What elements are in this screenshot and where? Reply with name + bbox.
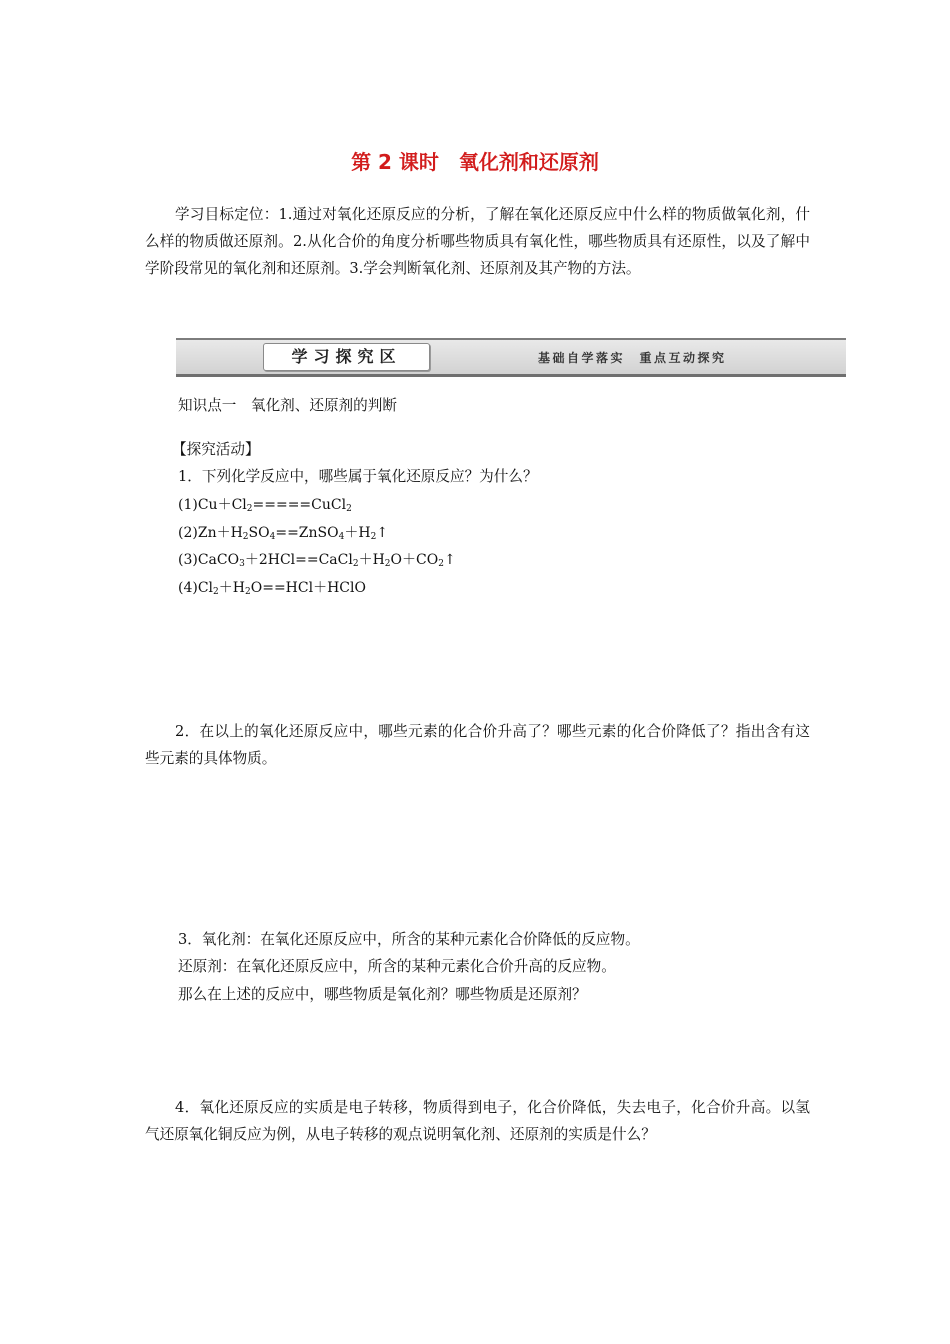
reaction-1: $(1)Cu+Cl_2=====CuCl_2$ bbox=[178, 497, 352, 514]
banner-subtitle: 基础自学落实 重点互动探究 bbox=[538, 351, 727, 365]
question-3-oxidant: 3．氧化剂：在氧化还原反应中，所含的某种元素化合价降低的反应物。 bbox=[178, 931, 640, 948]
question-3-ask: 那么在上述的反应中，哪些物质是氧化剂？哪些物质是还原剂？ bbox=[178, 986, 587, 1003]
knowledge-point-heading: 知识点一 氧化剂、还原剂的判断 bbox=[178, 397, 397, 414]
page-title: 第 2 课时 氧化剂和还原剂 bbox=[351, 150, 599, 174]
section-banner bbox=[176, 338, 846, 377]
banner-label: 学习探究区 bbox=[263, 343, 430, 371]
reaction-3: $(3)CaCO_3+2HCl==CaCl_2+H_2O+CO_2↑$ bbox=[178, 552, 456, 569]
question-4: 4．氧化还原反应的实质是电子转移，物质得到电子，化合价降低，失去电子，化合价升高。以氢气还原氧化铜反应为例，从电子转移的观点说明氧化剂、还原剂的实质是什么？ bbox=[145, 1099, 810, 1143]
question-3-reductant: 还原剂：在氧化还原反应中，所含的某种元素化合价升高的反应物。 bbox=[178, 958, 616, 975]
learning-objectives: 学习目标定位：1.通过对氧化还原反应的分析，了解在氧化还原反应中什么样的物质做氧化剂，什么样的物质做还原剂。2.从化合价的角度分析哪些物质具有氧化性，哪些物质具有还原性，以及了解中学阶段常见的氧化剂和还原剂。3.学会判断氧化剂、还原剂及其产物的方法。 bbox=[145, 206, 810, 277]
reaction-4: $(4)Cl_2+H_2O==HCl+HClO$ bbox=[178, 580, 366, 597]
activity-heading: 【探究活动】 bbox=[172, 441, 260, 458]
reaction-2: $(2)Zn+H_2SO_4==ZnSO_4+H_2↑$ bbox=[178, 525, 389, 542]
question-1: 1．下列化学反应中，哪些属于氧化还原反应？为什么？ bbox=[178, 468, 538, 485]
question-2: 2．在以上的氧化还原反应中，哪些元素的化合价升高了？哪些元素的化合价降低了？指出含有这些元素的具体物质。 bbox=[145, 723, 810, 767]
